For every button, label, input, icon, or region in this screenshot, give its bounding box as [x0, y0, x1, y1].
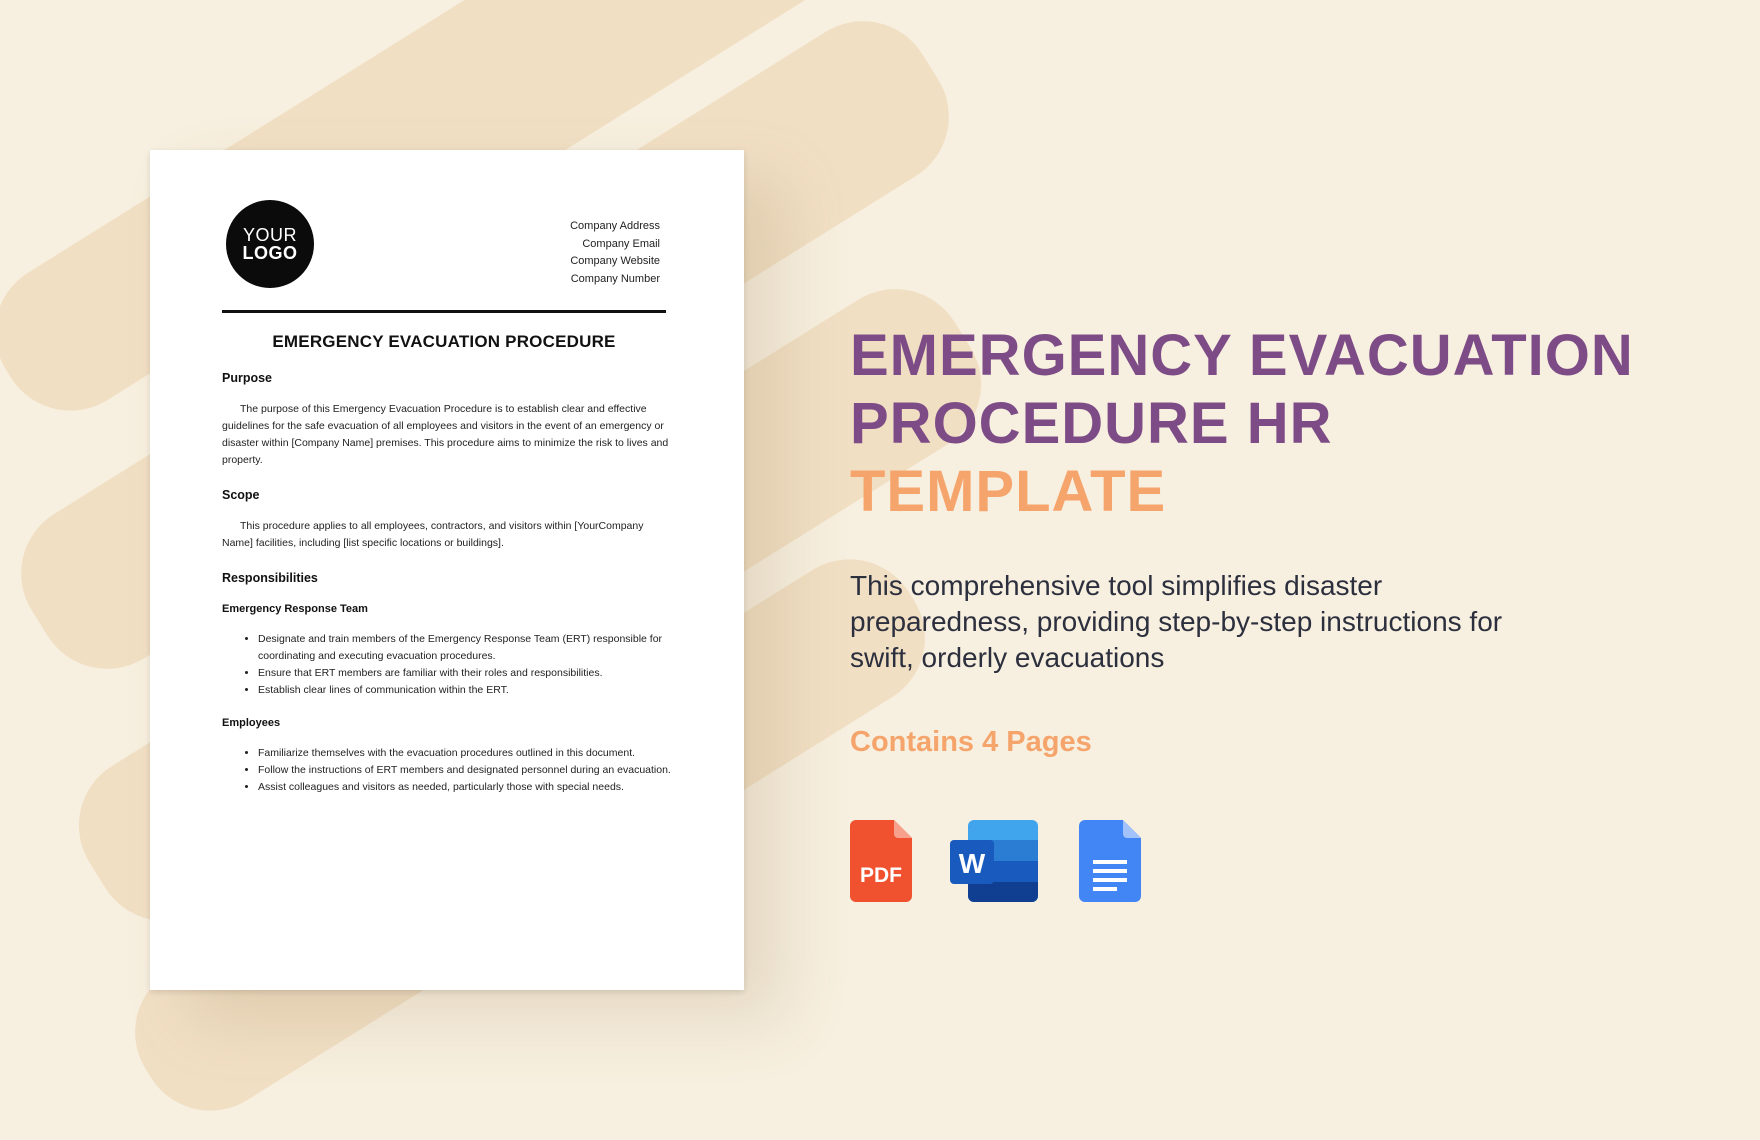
pdf-file-icon: [850, 820, 912, 902]
company-contact-block: [570, 218, 660, 288]
list-item: • Familiarize themselves with the evacuation procedures outlined in this document.: [258, 745, 672, 762]
scope-text: This procedure applies to all employees, contractors, and visitors within [YourCompany Name] facilities, including [list specific locations or buildings].: [222, 520, 644, 549]
scope-heading: Scope: [222, 488, 260, 502]
promo-headline: [850, 322, 1710, 526]
headline-line-2: PROCEDURE HR: [850, 391, 1333, 456]
company-email: Company Email: [582, 237, 660, 250]
employees-heading: Employees: [222, 717, 281, 729]
google-docs-icon: [1079, 820, 1141, 902]
header-divider: [222, 310, 666, 313]
promo-description: This comprehensive tool simplifies disaster preparedness, providing step-by-step instructions for swift, orderly evacuations: [850, 570, 1503, 673]
logo-text-top: YOUR: [242, 225, 297, 245]
company-address: Company Address: [570, 220, 660, 232]
word-file-icon: [950, 820, 1040, 902]
list-item: • Ensure that ERT members are familiar with their roles and responsibilities.: [258, 665, 672, 682]
ert-heading: Emergency Response Team: [222, 603, 368, 615]
ert-list: [222, 631, 672, 699]
headline-line-3: TEMPLATE: [850, 459, 1167, 524]
word-label: W: [958, 848, 986, 879]
page-count: Contains 4 Pages: [850, 726, 1092, 758]
logo-placeholder: [226, 200, 314, 288]
list-item: • Follow the instructions of ERT members and designated personnel during an evacuation.: [258, 762, 672, 779]
format-icons: [850, 820, 1250, 904]
responsibilities-heading: Responsibilities: [222, 571, 318, 585]
logo-text-bottom: LOGO: [242, 243, 298, 263]
company-number: Company Number: [570, 272, 660, 285]
employees-list: [222, 745, 672, 796]
purpose-text: The purpose of this Emergency Evacuation Procedure is to establish clear and effective guidelines for the safe evacuation of all employees and visitors in the event of an emergency or disaster within [Company Name] premises. This procedure aims to minimize the risk to lives and property.: [222, 403, 669, 466]
pdf-label: PDF: [860, 864, 902, 887]
purpose-heading: Purpose: [222, 371, 273, 385]
document-body: [222, 370, 672, 812]
document-preview: [150, 150, 744, 990]
list-item: • Designate and train members of the Emergency Response Team (ERT) responsible for coordinating and executing evacuation procedures.: [258, 631, 672, 665]
list-item: • Establish clear lines of communication within the ERT.: [258, 682, 672, 699]
list-item: • Assist colleagues and visitors as needed, particularly those with special needs.: [258, 779, 672, 796]
headline-line-1: EMERGENCY EVACUATION: [850, 323, 1634, 388]
company-website: Company Website: [570, 255, 660, 267]
document-title: EMERGENCY EVACUATION PROCEDURE: [272, 332, 616, 351]
